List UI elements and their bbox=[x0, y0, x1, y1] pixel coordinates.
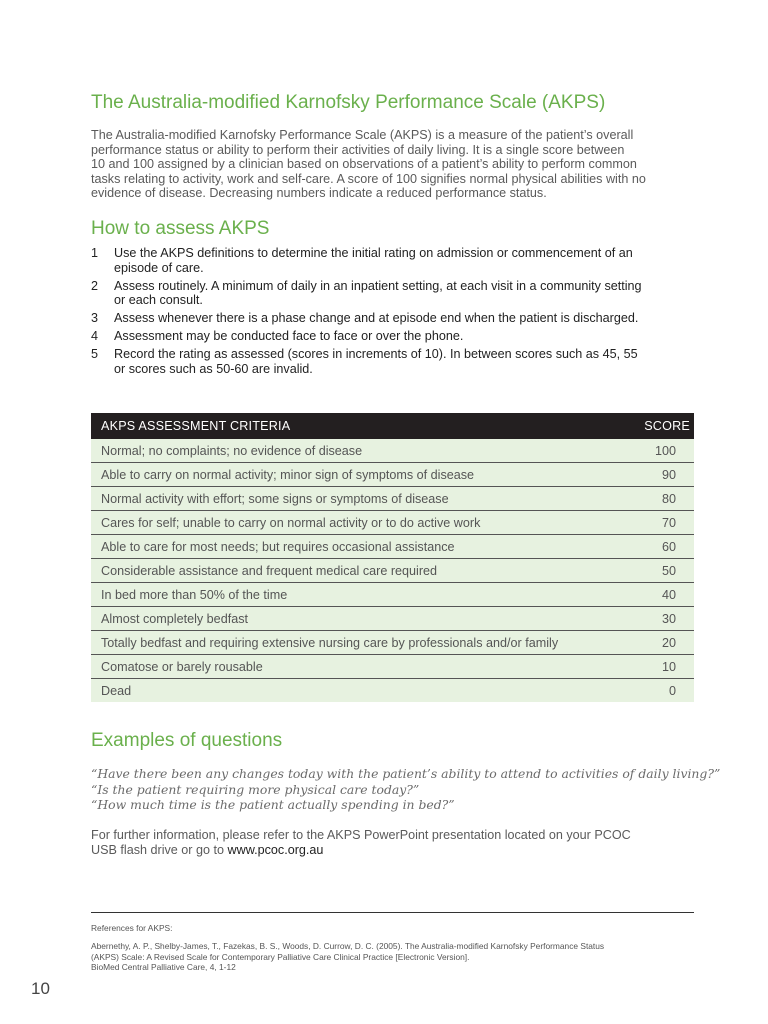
example-question: “Is the patient requiring more physical care today?” bbox=[91, 781, 420, 797]
table-row bbox=[91, 559, 694, 583]
references-divider bbox=[91, 912, 694, 913]
step-text: Use the AKPS definitions to determine the initial rating on admission or commencement of an bbox=[114, 246, 633, 260]
criteria-cell: Comatose or barely rousable bbox=[91, 655, 627, 679]
step-item bbox=[91, 347, 694, 376]
how-to-heading: How to assess AKPS bbox=[91, 218, 270, 239]
step-text: or each consult. bbox=[114, 293, 203, 308]
example-questions bbox=[91, 766, 721, 813]
step-item bbox=[91, 246, 694, 275]
further-line: USB flash drive or go to bbox=[91, 843, 228, 857]
step-text: Record the rating as assessed (scores in increments of 10). In between scores such as 45, 55 bbox=[114, 347, 638, 362]
reference-line: BioMed Central Palliative Care, 4, 1-12 bbox=[91, 962, 236, 973]
criteria-cell: In bed more than 50% of the time bbox=[91, 583, 627, 607]
references-text bbox=[91, 941, 694, 973]
table-row bbox=[91, 655, 694, 679]
score-cell: 60 bbox=[627, 535, 694, 559]
table-row bbox=[91, 607, 694, 631]
examples-heading: Examples of questions bbox=[91, 730, 283, 751]
score-cell: 10 bbox=[627, 655, 694, 679]
step-text: or scores such as 50-60 are invalid. bbox=[114, 361, 313, 376]
step-number: 2 bbox=[91, 278, 99, 293]
step-number: 4 bbox=[91, 329, 99, 344]
reference-line: Abernethy, A. P., Shelby-James, T., Fazekas, B. S., Woods, D. Currow, D. C. (2005). The Australia-modified Karnofsky Performance Status bbox=[91, 941, 605, 951]
criteria-cell: Normal activity with effort; some signs or symptoms of disease bbox=[91, 487, 627, 511]
criteria-cell: Normal; no complaints; no evidence of disease bbox=[91, 439, 627, 463]
criteria-cell: Able to carry on normal activity; minor sign of symptoms of disease bbox=[91, 463, 627, 487]
criteria-column-header: AKPS ASSESSMENT CRITERIA bbox=[91, 413, 627, 439]
criteria-cell: Considerable assistance and frequent medical care required bbox=[91, 559, 627, 583]
intro-line: The Australia-modified Karnofsky Performance Scale (AKPS) is a measure of the patient’s overall bbox=[91, 128, 634, 142]
pcoc-website-link[interactable]: www.pcoc.org.au bbox=[227, 843, 324, 857]
table-row bbox=[91, 439, 694, 463]
table-row bbox=[91, 631, 694, 655]
criteria-cell: Totally bedfast and requiring extensive nursing care by professionals and/or family bbox=[91, 631, 627, 655]
score-cell: 50 bbox=[627, 559, 694, 583]
score-cell: 30 bbox=[627, 607, 694, 631]
score-cell: 40 bbox=[627, 583, 694, 607]
score-cell: 100 bbox=[627, 439, 694, 463]
criteria-cell: Cares for self; unable to carry on normal activity or to do active work bbox=[91, 511, 627, 535]
intro-paragraph bbox=[91, 128, 694, 201]
step-text: episode of care. bbox=[114, 260, 204, 275]
score-cell: 0 bbox=[627, 679, 694, 703]
step-item bbox=[91, 279, 694, 308]
table-header-row bbox=[91, 413, 694, 439]
akps-table bbox=[91, 413, 694, 702]
score-cell: 80 bbox=[627, 487, 694, 511]
criteria-cell: Able to care for most needs; but requires occasional assistance bbox=[91, 535, 627, 559]
example-question: “Have there been any changes today with the patient’s ability to attend to activities of daily living?” bbox=[91, 766, 721, 781]
step-number: 5 bbox=[91, 347, 99, 362]
table-row bbox=[91, 679, 694, 703]
references-title: References for AKPS: bbox=[91, 923, 173, 933]
score-cell: 20 bbox=[627, 631, 694, 655]
intro-line: evidence of disease. Decreasing numbers indicate a reduced performance status. bbox=[91, 186, 547, 201]
table-row bbox=[91, 583, 694, 607]
step-item bbox=[91, 311, 694, 326]
page-title: The Australia-modified Karnofsky Performance Scale (AKPS) bbox=[91, 92, 606, 113]
further-information bbox=[91, 828, 694, 858]
page-number: 10 bbox=[31, 979, 50, 998]
step-text: Assess whenever there is a phase change and at episode end when the patient is discharged. bbox=[114, 311, 639, 326]
step-item bbox=[91, 329, 694, 344]
table-row bbox=[91, 535, 694, 559]
intro-line: performance status or ability to perform their activities of daily living. It is a single score between bbox=[91, 142, 625, 157]
score-cell: 90 bbox=[627, 463, 694, 487]
intro-line: tasks relating to activity, work and self-care. A score of 100 signifies normal physical abilities with no bbox=[91, 171, 646, 186]
further-line: For further information, please refer to the AKPS PowerPoint presentation located on your PCOC bbox=[91, 828, 631, 842]
reference-line: (AKPS) Scale: A Revised Scale for Contemporary Palliative Care Clinical Practice [Electronic Version]. bbox=[91, 951, 470, 962]
table-row bbox=[91, 463, 694, 487]
table-row bbox=[91, 487, 694, 511]
step-text: Assessment may be conducted face to face or over the phone. bbox=[114, 329, 464, 344]
step-text: Assess routinely. A minimum of daily in an inpatient setting, at each visit in a community setting bbox=[114, 278, 642, 293]
criteria-cell: Dead bbox=[91, 679, 627, 703]
step-number: 3 bbox=[91, 311, 99, 326]
intro-line: 10 and 100 assigned by a clinician based on observations of a patient’s ability to perform common bbox=[91, 157, 637, 172]
score-column-header: SCORE bbox=[627, 413, 694, 439]
example-question: “How much time is the patient actually spending in bed?” bbox=[91, 797, 455, 813]
criteria-cell: Almost completely bedfast bbox=[91, 607, 627, 631]
step-number: 1 bbox=[91, 246, 99, 260]
score-cell: 70 bbox=[627, 511, 694, 535]
table-row bbox=[91, 511, 694, 535]
assessment-steps bbox=[91, 246, 694, 380]
